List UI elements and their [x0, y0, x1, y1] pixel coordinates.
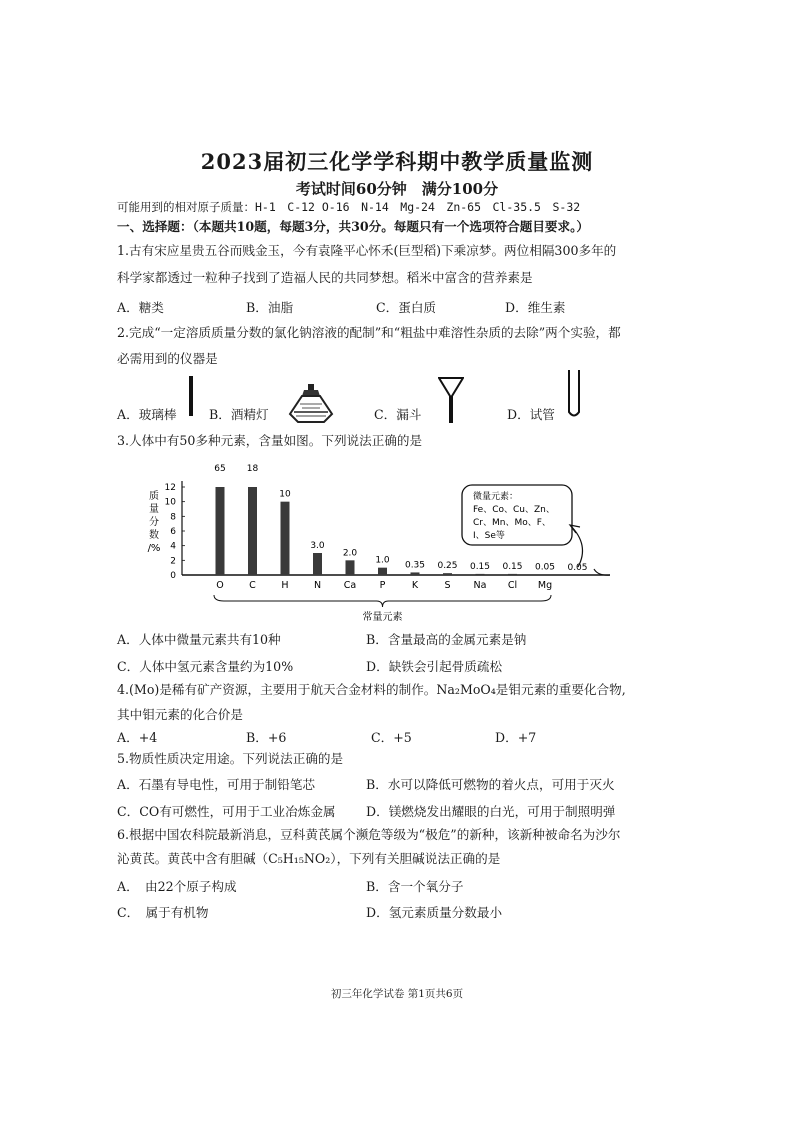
- chart-value-label: 2.0: [342, 548, 358, 559]
- q6-option-b[interactable]: B．含一个氧分子: [366, 879, 464, 894]
- chart-category-label: N: [313, 580, 322, 591]
- chart-bar-H: [281, 502, 290, 575]
- q6-text-line1: 6.根据中国农科院最新消息，豆科黄芪属个濒危等级为“极危”的新种，该新种被命名为沙尔: [117, 827, 621, 842]
- chart-value-label: 0.35: [404, 560, 426, 571]
- chart-value-label: 0.15: [469, 561, 491, 572]
- q1-text-line1: 1.古有宋应星贵五谷而贱金玉，今有袁隆平心怀禾(巨型稻)下乘凉梦。两位相隔300多年的: [117, 243, 617, 258]
- q1-option-d[interactable]: D．维生素: [505, 300, 566, 315]
- chart-extra-value-label: 0.05: [567, 563, 588, 573]
- chart-value-label: 10: [279, 489, 291, 500]
- chart-bar-Na: [476, 574, 485, 575]
- q5-text: 5.物质性质决定用途。下列说法正确的是: [117, 751, 344, 766]
- chart-category-label: Cl: [507, 580, 518, 591]
- q6-option-a[interactable]: A． 由22个原子构成: [117, 879, 237, 894]
- q4-option-d[interactable]: D．+7: [495, 730, 537, 745]
- test-tube-icon: [566, 368, 582, 420]
- q5-option-b[interactable]: B．水可以降低可燃物的着火点，可用于灭火: [366, 777, 615, 792]
- chart-value-label: 18: [246, 464, 259, 474]
- q1-option-a[interactable]: A．糖类: [117, 300, 164, 315]
- q6-text-line2: 沁黄芪。黄芪中含有胆碱（C₅H₁₅NO₂），下列有关胆碱说法正确的是: [117, 851, 501, 866]
- chart-ylabel: 量: [149, 504, 159, 515]
- chart-bar-C: [248, 487, 257, 575]
- chart-value-label: 3.0: [310, 541, 325, 551]
- chart-bar-P: [378, 568, 387, 575]
- q3-text: 3.人体中有50多种元素，含量如图。下列说法正确的是: [117, 433, 423, 448]
- chart-ylabel: 质: [149, 491, 159, 502]
- chart-callout-text: Fe、Co、Cu、Zn、: [473, 505, 555, 515]
- chart-callout-text: 微量元素：: [473, 492, 519, 502]
- q2-option-d[interactable]: D．试管: [507, 407, 555, 422]
- chart-y-tick-label: 10: [164, 497, 176, 508]
- q1-text-line2: 科学家都透过一粒种子找到了造福人民的共同梦想。稻米中富含的营养素是: [117, 270, 533, 285]
- q4-option-c[interactable]: C．+5: [371, 730, 412, 745]
- chart-value-label: 0.15: [502, 561, 523, 572]
- chart-bracket-label: 常量元素: [362, 612, 403, 623]
- section-heading: 一、选择题：（本题共10题，每题3分，共30分。每题只有一个选项符合题目要求。）: [117, 219, 589, 234]
- chart-bar-S: [443, 573, 452, 575]
- chart-bracket: [214, 595, 551, 607]
- chart-value-label: 0.05: [534, 562, 556, 573]
- page-footer: 初三年化学试卷 第1页共6页: [330, 988, 464, 1000]
- q4-text-line2: 其中钼元素的化合价是: [117, 707, 243, 722]
- chart-y-tick-label: 12: [164, 483, 176, 493]
- q4-text-line1: 4.(Mo)是稀有矿产资源，主要用于航天合金材料的制作。Na₂MoO₄是钼元素的重要化合物,: [117, 682, 626, 697]
- chart-category-label: Ca: [343, 580, 357, 591]
- chart-category-label: K: [411, 580, 419, 591]
- q3-option-b[interactable]: B．含量最高的金属元素是钠: [366, 632, 527, 647]
- chart-axis-end: [594, 569, 610, 575]
- q3-option-d[interactable]: D．缺铁会引起骨质疏松: [366, 659, 503, 674]
- q1-option-b[interactable]: B．油脂: [246, 300, 294, 315]
- chart-category-label: Na: [473, 580, 487, 591]
- chart-ylabel: /%: [147, 543, 161, 554]
- funnel-icon: [438, 376, 464, 424]
- chart-layer: [148, 464, 610, 623]
- q4-option-a[interactable]: A．+4: [117, 730, 158, 745]
- atomic-masses: 可能用到的相对原子质量：H-1 C-12 O-16 N-14 Mg-24 Zn-65 Cl-35.5 S-32: [117, 200, 581, 214]
- chart-y-tick-label: 4: [170, 541, 176, 552]
- chart-value-label: 0.25: [437, 561, 458, 572]
- chart-bar-Ca: [346, 560, 355, 575]
- chart-y-tick-label: 2: [170, 556, 176, 567]
- chart-ylabel: 数: [149, 530, 159, 541]
- element-content-chart: [140, 455, 620, 625]
- chart-value-label: 1.0: [375, 555, 390, 566]
- chart-value-label: 65: [214, 464, 226, 474]
- q2-option-a[interactable]: A．玻璃棒: [117, 407, 177, 422]
- page-title: 2023届初三化学学科期中教学质量监测: [200, 149, 594, 174]
- q4-option-b[interactable]: B．+6: [246, 730, 287, 745]
- chart-callout-text: Cr、Mn、Mo、F、: [473, 518, 551, 528]
- q1-option-c[interactable]: C．蛋白质: [376, 300, 437, 315]
- q2-text-line1: 2.完成“一定溶质质量分数的氯化钠溶液的配制”和“粗盐中难溶性杂质的去除”两个实验，都: [117, 325, 621, 340]
- q5-option-d[interactable]: D．镁燃烧发出耀眼的白光，可用于制照明弹: [366, 804, 616, 819]
- q3-option-a[interactable]: A．人体中微量元素共有10种: [117, 632, 281, 647]
- q5-option-a[interactable]: A．石墨有导电性，可用于制铅笔芯: [117, 777, 316, 792]
- q6-option-c[interactable]: C． 属于有机物: [117, 905, 209, 920]
- q3-option-c[interactable]: C．人体中氢元素含量约为10%: [117, 659, 294, 674]
- chart-callout-text: I、Se等: [473, 531, 505, 541]
- chart-category-label: Mg: [537, 580, 553, 591]
- glass-rod-icon: [189, 376, 193, 416]
- chart-category-label: H: [281, 580, 289, 591]
- alcohol-lamp-icon: [286, 382, 336, 424]
- chart-y-tick-label: 0: [170, 571, 176, 581]
- chart-bar-N: [313, 553, 322, 575]
- q2-option-b[interactable]: B．酒精灯: [209, 407, 269, 422]
- q5-option-c[interactable]: C．CO有可燃性，可用于工业冶炼金属: [117, 804, 336, 819]
- chart-bar-O: [216, 487, 225, 575]
- chart-bar-K: [411, 572, 420, 575]
- chart-category-label: P: [379, 580, 386, 591]
- chart-bar-Cl: [508, 574, 517, 575]
- chart-y-tick-label: 8: [170, 512, 176, 523]
- exam-info: 考试时间60分钟 满分100分: [295, 180, 499, 198]
- q2-text-line2: 必需用到的仪器是: [117, 351, 218, 366]
- chart-category-label: S: [444, 580, 451, 591]
- q2-option-c[interactable]: C．漏斗: [374, 407, 422, 422]
- chart-y-tick-label: 6: [170, 527, 176, 537]
- chart-category-label: C: [249, 580, 256, 591]
- chart-category-label: O: [216, 580, 224, 591]
- q6-option-d[interactable]: D．氢元素质量分数最小: [366, 905, 503, 920]
- chart-ylabel: 分: [149, 517, 159, 528]
